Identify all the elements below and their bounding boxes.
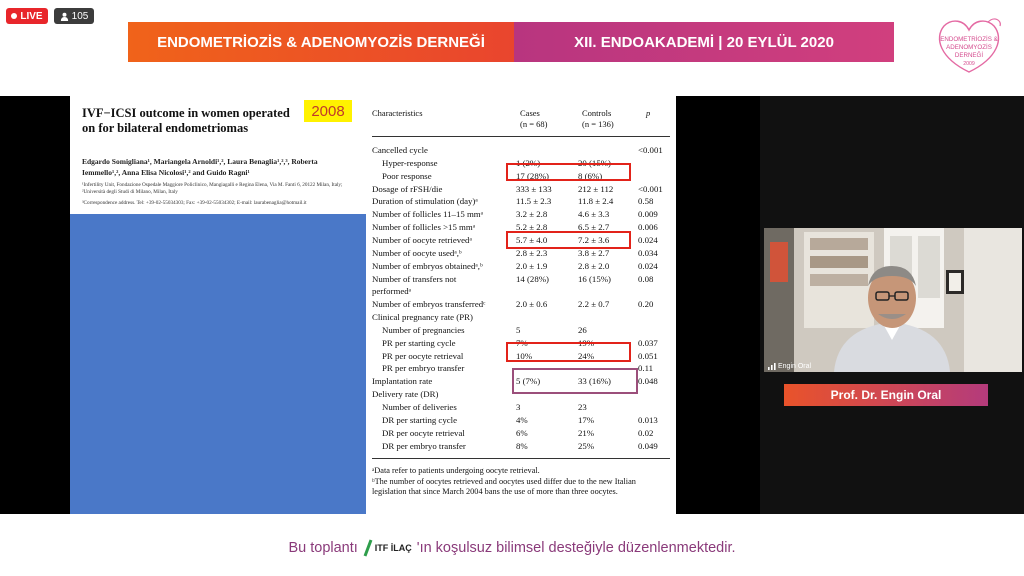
cell-p: 0.009 [638, 209, 658, 220]
cell-cases: 4% [516, 414, 528, 425]
cell-label: Cancelled cycle [372, 145, 428, 155]
speaker-panel [760, 96, 1024, 514]
cell-cases: 7% [516, 337, 528, 348]
cell-label: Hyper-response [382, 157, 438, 168]
table-row [366, 285, 676, 297]
cell-cases: 5.7 ± 4.0 [516, 234, 548, 245]
cell-label: Number of oocyte retrievedᵃ [372, 234, 472, 245]
cell-cases: 5 (7%) [516, 376, 541, 387]
cell-label: performedᵃ [372, 286, 412, 297]
cell-label: Delivery rate (DR) [372, 389, 439, 400]
cell-controls: 20 (15%) [578, 157, 611, 168]
table-row [366, 427, 676, 439]
live-badge [6, 8, 48, 24]
event-banner [128, 22, 894, 62]
cell-p: 0.11 [638, 363, 654, 374]
person-icon [60, 12, 69, 21]
speaker-video[interactable] [764, 228, 1022, 372]
cell-cases: 2.0 ± 0.6 [516, 299, 548, 310]
cell-label: DR per embryo transfer [382, 440, 466, 451]
paper-authors: Edgardo Somigliana¹, Mariangela Arnoldi¹,², Laura Benaglia¹,²,³, Roberta Iemmello¹,², Anna Elisa Nicolosi¹,² and Guido Ragni¹ [82, 157, 318, 177]
cell-p: <0.001 [638, 183, 663, 194]
speaker-name-bar: Prof. Dr. Engin Oral [784, 384, 988, 406]
header-rule [372, 136, 670, 137]
cell-cases: 11.5 ± 2.3 [516, 196, 552, 207]
cell-label: Number of deliveries [382, 402, 457, 412]
cell-controls: 6.5 ± 2.7 [578, 222, 610, 233]
table-row [366, 324, 676, 336]
cell-label: DR per starting cycle [382, 414, 457, 425]
cell-controls: 23 [578, 402, 587, 412]
cell-controls: 2.8 ± 2.0 [578, 260, 610, 271]
cell-cases: 5.2 ± 2.8 [516, 222, 548, 233]
camera-label [768, 363, 811, 370]
cell-controls: 4.6 ± 3.3 [578, 209, 610, 220]
highlight-oocyte-retrieved [506, 231, 631, 249]
cell-p: 0.013 [638, 414, 658, 425]
cell-label: Clinical pregnancy rate (PR) [372, 312, 473, 323]
cell-p: 0.20 [638, 299, 654, 310]
correspondence: ³Correspondence address. Tel: +39-02-55034303; Fax: +39-02-55034302; E-mail: laurabenaglia@hotmail.it [82, 200, 307, 206]
table-row [366, 311, 676, 323]
association-logo [930, 14, 1008, 76]
cell-p: 0.024 [638, 234, 658, 245]
cell-label: Number of embryos transferredᶜ [372, 299, 486, 310]
cell-label: Number of transfers not [372, 273, 457, 284]
presentation-stage [0, 96, 1024, 514]
sponsor-brand [363, 539, 412, 557]
logo-line1: ENDOMETRİOZİS & [940, 36, 998, 43]
paper-header [70, 96, 366, 514]
table-row [366, 273, 676, 285]
col-controls-n: (n = 136) [582, 119, 614, 129]
cell-controls: 212 ± 112 [578, 183, 614, 194]
cell-controls: 3.8 ± 2.7 [578, 247, 610, 258]
col-cases-label: Cases [520, 108, 540, 118]
cell-controls: 26 [578, 324, 587, 335]
cell-p: <0.001 [638, 145, 663, 155]
cell-cases: 3.2 ± 2.8 [516, 209, 548, 220]
live-label: LIVE [20, 10, 43, 22]
table-row [366, 414, 676, 426]
table-row [366, 208, 676, 220]
cell-controls: 8 (6%) [578, 170, 603, 181]
table-row [366, 195, 676, 207]
cell-label: Duration of stimulation (day)ᵃ [372, 196, 478, 207]
cell-cases: 5 [516, 324, 521, 335]
table-row [366, 260, 676, 272]
cell-controls: 25% [578, 440, 595, 451]
table-row [366, 440, 676, 452]
cell-cases: 333 ± 133 [516, 183, 552, 194]
footnote-b: ᵇThe number of oocytes retrieved and oocytes used differ due to the new Italian legislation that since March 2004 bans the use of more than three oocytes. [372, 477, 636, 496]
cell-p: 0.02 [638, 427, 654, 438]
viewer-count-badge [54, 8, 94, 24]
shared-slide [4, 96, 696, 514]
cell-label: PR per starting cycle [382, 337, 456, 348]
cell-cases: 8% [516, 440, 528, 451]
footnote-a: ᵃData refer to patients undergoing oocyte retrieval. [372, 466, 540, 475]
cell-label: PR per embryo transfer [382, 363, 465, 374]
signal-bars-icon [768, 363, 776, 370]
cell-controls: 17% [578, 414, 595, 425]
cell-cases: 2.0 ± 1.9 [516, 260, 548, 271]
association-name: ENDOMETRİOZİS & ADENOMYOZİS DERNEĞİ [128, 22, 514, 62]
cell-controls: 7.2 ± 3.6 [578, 234, 610, 245]
cell-controls: 11.8 ± 2.4 [578, 196, 614, 207]
cell-p: 0.049 [638, 440, 658, 451]
cell-label: Number of embryos obtainedᵃ,ᵇ [372, 260, 483, 271]
cell-p: 0.048 [638, 376, 658, 387]
cell-cases: 17 (28%) [516, 170, 549, 181]
table-row [366, 298, 676, 310]
cell-label: Number of oocyte usedᵃ,ᵇ [372, 247, 462, 258]
cell-cases: 1 (2%) [516, 157, 541, 168]
logo-year: 2009 [963, 61, 975, 67]
speaker-video-scene [764, 228, 1022, 372]
col-characteristics: Characteristics [372, 108, 423, 118]
col-controls-label: Controls [582, 108, 612, 118]
cell-p: 0.024 [638, 260, 658, 271]
sponsor-text-after: 'ın koşulsuz bilimsel desteğiyle düzenlenmektedir. [416, 540, 736, 556]
cell-p: 0.58 [638, 196, 654, 207]
cell-label: Dosage of rFSH/die [372, 183, 443, 194]
cell-controls: 16 (15%) [578, 273, 611, 284]
cell-cases: 3 [516, 402, 521, 412]
cell-p: 0.037 [638, 337, 658, 348]
live-dot-icon [11, 13, 17, 19]
cell-p: 0.051 [638, 350, 658, 361]
sponsor-text-before: Bu toplantı [288, 540, 358, 556]
cell-label: Number of follicles >15 mmᵃ [372, 222, 476, 233]
blue-background [70, 214, 366, 514]
event-title: XII. ENDOAKADEMİ | 20 EYLÜL 2020 [514, 22, 894, 62]
cell-cases: 6% [516, 427, 528, 438]
cell-controls: 19% [578, 337, 595, 348]
cell-cases: 2.8 ± 2.3 [516, 247, 548, 258]
cell-controls: 33 (16%) [578, 376, 611, 387]
sponsor-brand-name: ITF İLAÇ [374, 543, 412, 553]
cell-controls: 24% [578, 350, 595, 361]
cell-controls: 2.2 ± 0.7 [578, 299, 610, 310]
paper-affiliations [82, 182, 352, 207]
cell-cases: 10% [516, 350, 533, 361]
viewer-count: 105 [71, 10, 89, 22]
highlight-poor-response [506, 163, 631, 181]
cell-label: Number of follicles 11–15 mmᵃ [372, 209, 484, 220]
table-row [366, 183, 676, 195]
col-cases [520, 108, 547, 130]
results-table [366, 96, 676, 514]
logo-line3: DERNEĞİ [954, 52, 984, 59]
cell-p: 0.006 [638, 222, 658, 233]
cell-label: Poor response [382, 170, 432, 181]
itf-logo-icon [363, 539, 373, 557]
table-row [366, 401, 676, 413]
cell-cases: 14 (28%) [516, 273, 549, 284]
col-p: p [646, 108, 651, 118]
cell-label: PR per oocyte retrieval [382, 350, 464, 361]
camera-label-text: Engin Oral [778, 363, 812, 370]
paper-title: IVF−ICSI outcome in women operated on for bilateral endometriomas [82, 106, 290, 135]
cell-p: 0.08 [638, 273, 654, 284]
col-controls [582, 108, 614, 130]
table-row [366, 144, 676, 156]
highlight-implantation-rate [512, 368, 638, 394]
year-highlight: 2008 [304, 100, 352, 122]
cell-label: Implantation rate [372, 376, 433, 387]
affiliation-1: ¹Infertility Unit, Fondazione Ospedale Maggiore Policlinico, Mangiagalli e Regina Elena, Via M. Fanti 6, 20122 Milan, Italy; [82, 182, 343, 188]
col-cases-n: (n = 68) [520, 119, 548, 129]
cell-label: DR per oocyte retrieval [382, 427, 465, 438]
affiliation-2: ²Università degli Studi di Milano, Milan, Italy [82, 189, 178, 195]
sponsor-caption [0, 536, 1024, 560]
logo-line2: ADENOMYOZİS [946, 44, 992, 51]
cell-label: Number of pregnancies [382, 324, 465, 335]
highlight-pr-oocyte-retrieval [506, 342, 631, 362]
cell-controls: 21% [578, 427, 595, 438]
footer-rule [372, 458, 670, 459]
cell-p: 0.034 [638, 247, 658, 258]
